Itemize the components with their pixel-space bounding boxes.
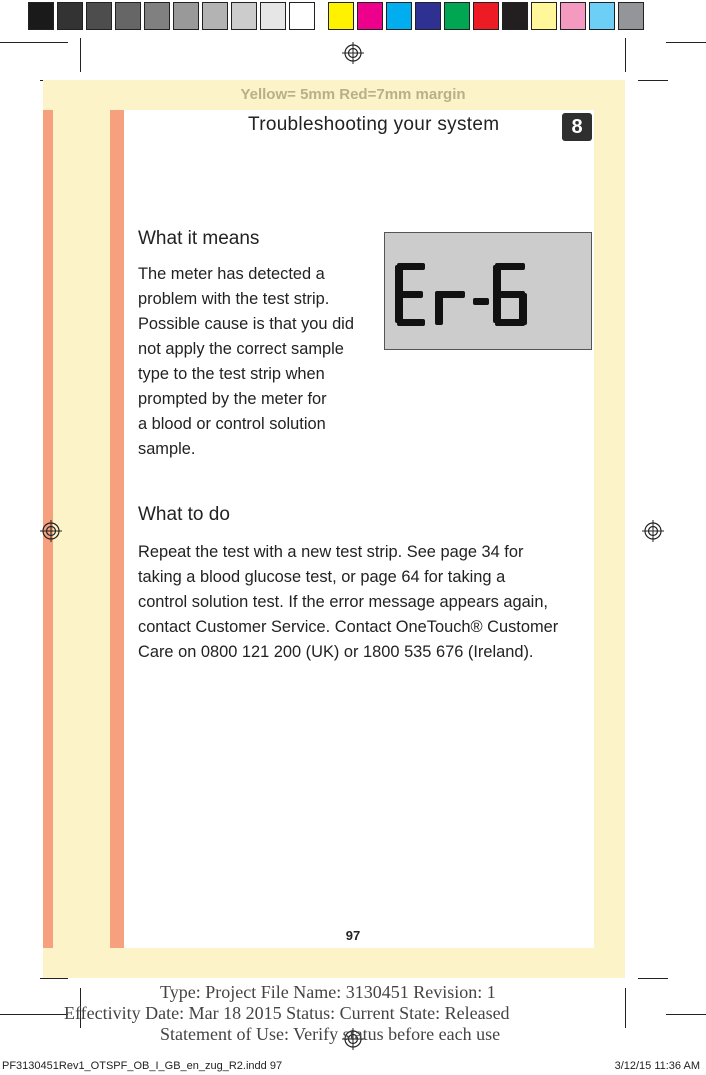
- crop-mark: [638, 978, 668, 979]
- text-line: contact Customer Service. Contact OneTouch® Customer: [138, 618, 559, 636]
- color-swatch: [115, 2, 141, 30]
- text-line: type to the test strip when: [138, 365, 325, 383]
- crop-mark: [625, 38, 626, 72]
- text-line: sample.: [138, 440, 196, 458]
- color-swatch: [473, 2, 499, 30]
- color-swatch: [289, 2, 315, 30]
- color-bar: [28, 2, 647, 32]
- registration-mark-icon: [642, 520, 664, 542]
- metadata-line-2: Effectivity Date: Mar 18 2015 Status: Current State: Released: [64, 1003, 510, 1023]
- color-swatch: [202, 2, 228, 30]
- section-heading-todo: What to do: [138, 504, 230, 525]
- error-code-display-icon: [385, 233, 591, 349]
- crop-mark: [0, 1014, 68, 1015]
- color-swatch: [444, 2, 470, 30]
- color-swatch: [86, 2, 112, 30]
- page-edge-strip: [110, 110, 124, 948]
- text-line: taking a blood glucose test, or page 64 for taking a: [138, 568, 506, 586]
- text-line: a blood or control solution: [138, 415, 326, 433]
- crop-mark: [80, 38, 81, 72]
- color-swatch: [560, 2, 586, 30]
- section-heading-meaning: What it means: [138, 228, 260, 249]
- crop-mark: [666, 42, 706, 43]
- text-line: problem with the test strip.: [138, 290, 330, 308]
- text-line: The meter has detected a: [138, 265, 325, 283]
- color-swatch: [618, 2, 644, 30]
- text-line: control solution test. If the error message appears again,: [138, 593, 548, 611]
- page-number: 97: [345, 928, 361, 943]
- color-swatch: [415, 2, 441, 30]
- registration-mark-icon: [40, 520, 62, 542]
- color-swatch: [531, 2, 557, 30]
- margin-note: Yellow= 5mm Red=7mm margin: [240, 86, 466, 103]
- color-swatch: [386, 2, 412, 30]
- meter-display: [384, 232, 592, 350]
- text-line: prompted by the meter for: [138, 390, 327, 408]
- date-slug: 3/12/15 11:36 AM: [614, 1060, 700, 1072]
- color-swatch: [357, 2, 383, 30]
- crop-mark: [638, 80, 668, 81]
- text-line: Care on 0800 121 200 (UK) or 1800 535 676 (Ireland).: [138, 643, 534, 661]
- metadata-line-1: Type: Project File Name: 3130451 Revision: 1: [160, 982, 496, 1002]
- crop-mark: [0, 42, 68, 43]
- crop-mark: [40, 978, 68, 979]
- text-line: not apply the correct sample: [138, 340, 344, 358]
- file-slug: PF3130451Rev1_OTSPF_OB_I_GB_en_zug_R2.indd 97: [2, 1060, 283, 1072]
- color-swatch: [57, 2, 83, 30]
- metadata-line-3: Statement of Use: Verify status before each use: [160, 1024, 501, 1044]
- color-swatch: [260, 2, 286, 30]
- color-swatch: [144, 2, 170, 30]
- text-line: Possible cause is that you did: [138, 315, 354, 333]
- page-title: Troubleshooting your system: [248, 114, 500, 135]
- color-swatch: [28, 2, 54, 30]
- color-swatch: [231, 2, 257, 30]
- meaning-paragraph: [138, 262, 378, 462]
- color-swatch: [328, 2, 354, 30]
- swatch-gap: [318, 2, 328, 32]
- color-swatch: [589, 2, 615, 30]
- chapter-badge: 8: [562, 113, 592, 141]
- color-swatch: [502, 2, 528, 30]
- crop-mark: [625, 988, 626, 1028]
- crop-mark: [666, 1014, 706, 1015]
- color-swatch: [173, 2, 199, 30]
- registration-mark-icon: [342, 42, 364, 64]
- todo-paragraph: [138, 540, 588, 665]
- text-line: Repeat the test with a new test strip. See page 34 for: [138, 543, 524, 561]
